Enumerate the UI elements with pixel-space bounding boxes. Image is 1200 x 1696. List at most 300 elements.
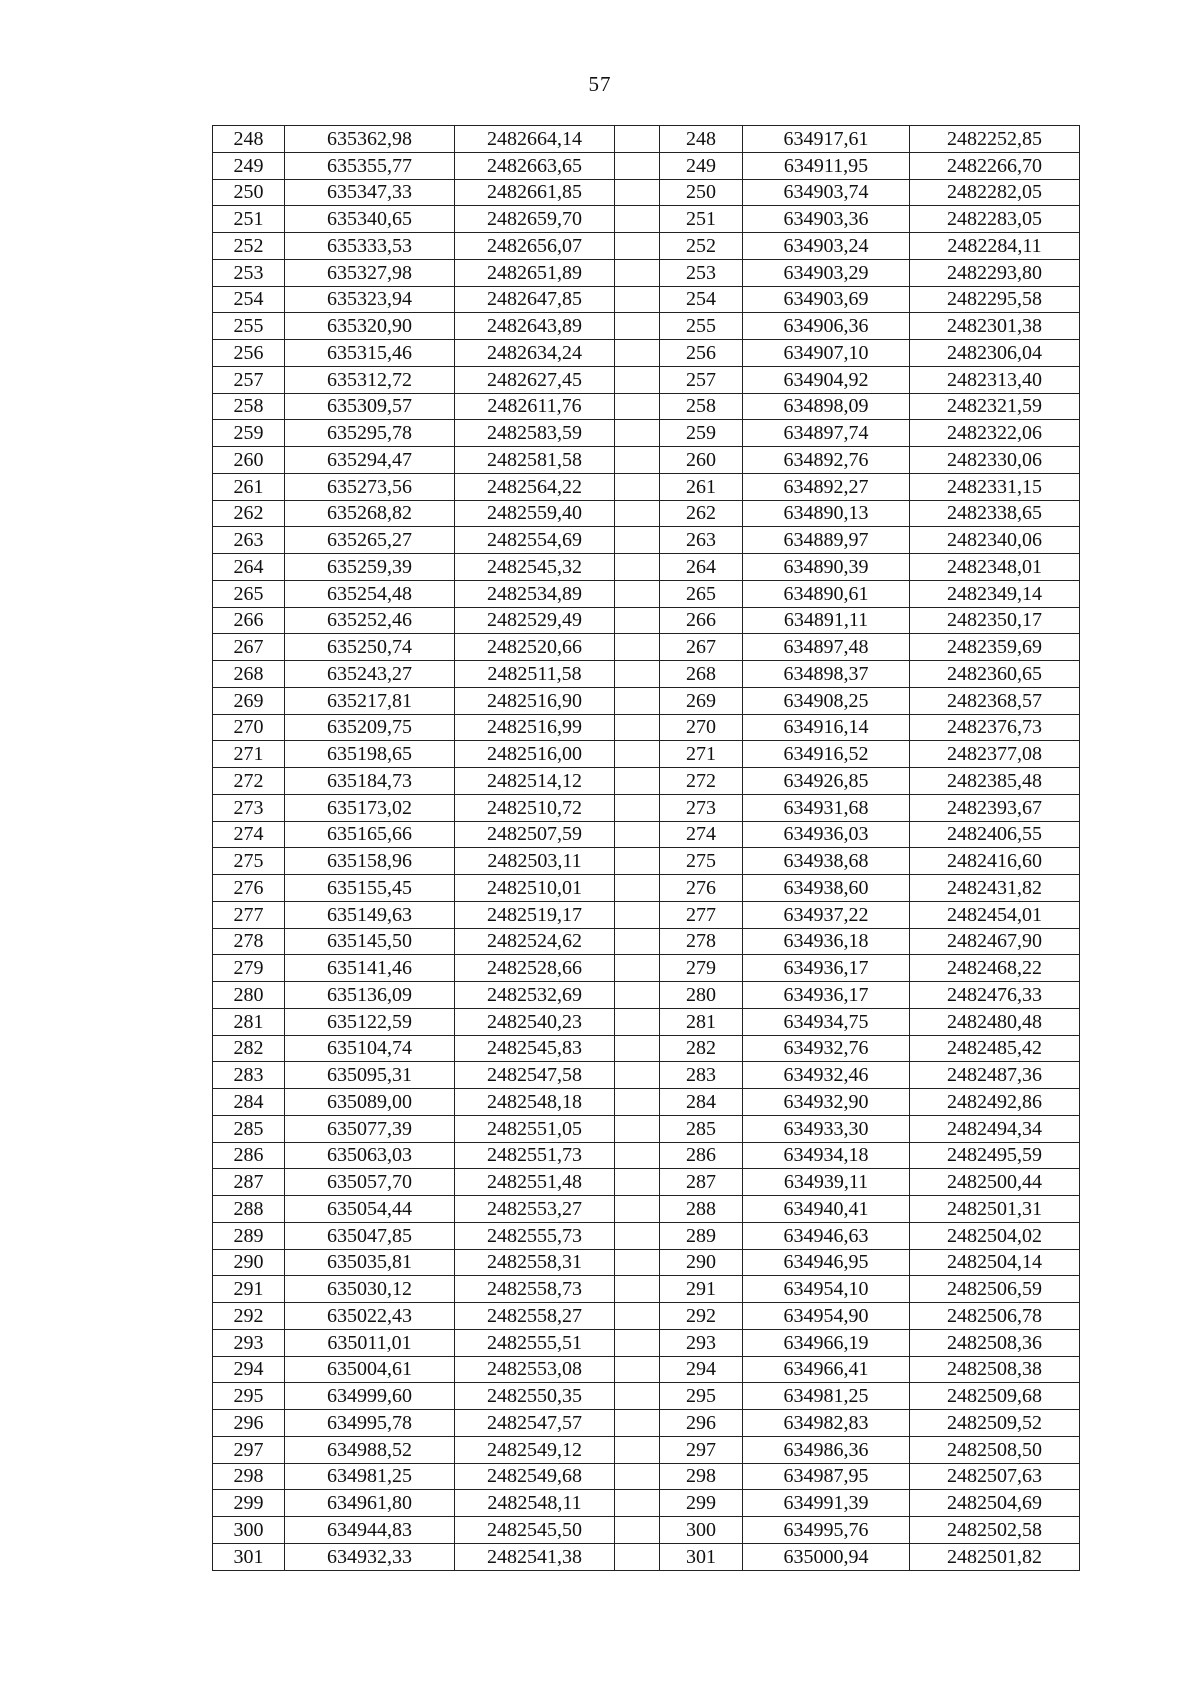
empty-spacer-cell <box>615 1410 660 1437</box>
right-y-coordinate-cell: 2482340,06 <box>910 527 1080 554</box>
left-x-coordinate-cell: 635273,56 <box>285 473 455 500</box>
left-x-coordinate-cell: 635165,66 <box>285 821 455 848</box>
right-y-coordinate-cell: 2482282,05 <box>910 179 1080 206</box>
left-point-number-cell: 261 <box>213 473 285 500</box>
right-x-coordinate-cell: 634937,22 <box>743 901 910 928</box>
table-row <box>213 366 1080 393</box>
right-x-coordinate-cell: 634906,36 <box>743 313 910 340</box>
table-row <box>213 768 1080 795</box>
left-y-coordinate-cell: 2482524,62 <box>455 928 615 955</box>
left-y-coordinate-cell: 2482611,76 <box>455 393 615 420</box>
right-x-coordinate-cell: 634995,76 <box>743 1517 910 1544</box>
table-row <box>213 1303 1080 1330</box>
right-x-coordinate-cell: 634898,09 <box>743 393 910 420</box>
left-y-coordinate-cell: 2482549,68 <box>455 1463 615 1490</box>
left-x-coordinate-cell: 634981,25 <box>285 1463 455 1490</box>
right-y-coordinate-cell: 2482506,78 <box>910 1303 1080 1330</box>
left-x-coordinate-cell: 635089,00 <box>285 1089 455 1116</box>
right-point-number-cell: 294 <box>660 1356 743 1383</box>
right-point-number-cell: 266 <box>660 607 743 634</box>
table-row <box>213 875 1080 902</box>
empty-spacer-cell <box>615 473 660 500</box>
left-x-coordinate-cell: 635104,74 <box>285 1035 455 1062</box>
right-y-coordinate-cell: 2482393,67 <box>910 794 1080 821</box>
left-point-number-cell: 282 <box>213 1035 285 1062</box>
right-y-coordinate-cell: 2482507,63 <box>910 1463 1080 1490</box>
left-x-coordinate-cell: 635340,65 <box>285 206 455 233</box>
right-x-coordinate-cell: 634936,17 <box>743 982 910 1009</box>
right-x-coordinate-cell: 634934,18 <box>743 1142 910 1169</box>
left-y-coordinate-cell: 2482545,50 <box>455 1517 615 1544</box>
left-x-coordinate-cell: 635268,82 <box>285 500 455 527</box>
right-y-coordinate-cell: 2482330,06 <box>910 447 1080 474</box>
left-x-coordinate-cell: 635149,63 <box>285 901 455 928</box>
empty-spacer-cell <box>615 661 660 688</box>
right-x-coordinate-cell: 634903,69 <box>743 286 910 313</box>
right-x-coordinate-cell: 634982,83 <box>743 1410 910 1437</box>
left-point-number-cell: 264 <box>213 554 285 581</box>
left-point-number-cell: 301 <box>213 1543 285 1570</box>
table-row <box>213 794 1080 821</box>
right-point-number-cell: 272 <box>660 768 743 795</box>
right-point-number-cell: 264 <box>660 554 743 581</box>
left-x-coordinate-cell: 635309,57 <box>285 393 455 420</box>
right-y-coordinate-cell: 2482500,44 <box>910 1169 1080 1196</box>
right-x-coordinate-cell: 634897,48 <box>743 634 910 661</box>
right-point-number-cell: 262 <box>660 500 743 527</box>
right-point-number-cell: 257 <box>660 366 743 393</box>
right-point-number-cell: 273 <box>660 794 743 821</box>
right-point-number-cell: 292 <box>660 1303 743 1330</box>
right-x-coordinate-cell: 634938,60 <box>743 875 910 902</box>
right-y-coordinate-cell: 2482476,33 <box>910 982 1080 1009</box>
right-point-number-cell: 278 <box>660 928 743 955</box>
left-y-coordinate-cell: 2482651,89 <box>455 259 615 286</box>
empty-spacer-cell <box>615 1463 660 1490</box>
left-y-coordinate-cell: 2482583,59 <box>455 420 615 447</box>
empty-spacer-cell <box>615 233 660 260</box>
right-x-coordinate-cell: 634933,30 <box>743 1115 910 1142</box>
left-point-number-cell: 277 <box>213 901 285 928</box>
empty-spacer-cell <box>615 313 660 340</box>
table-row <box>213 1249 1080 1276</box>
left-y-coordinate-cell: 2482550,35 <box>455 1383 615 1410</box>
left-point-number-cell: 294 <box>213 1356 285 1383</box>
right-y-coordinate-cell: 2482348,01 <box>910 554 1080 581</box>
empty-spacer-cell <box>615 500 660 527</box>
right-x-coordinate-cell: 634907,10 <box>743 340 910 367</box>
left-x-coordinate-cell: 635095,31 <box>285 1062 455 1089</box>
left-x-coordinate-cell: 635217,81 <box>285 687 455 714</box>
empty-spacer-cell <box>615 1035 660 1062</box>
table-row <box>213 473 1080 500</box>
right-y-coordinate-cell: 2482416,60 <box>910 848 1080 875</box>
right-point-number-cell: 282 <box>660 1035 743 1062</box>
right-x-coordinate-cell: 634932,76 <box>743 1035 910 1062</box>
empty-spacer-cell <box>615 848 660 875</box>
left-y-coordinate-cell: 2482581,58 <box>455 447 615 474</box>
empty-spacer-cell <box>615 1383 660 1410</box>
table-row <box>213 741 1080 768</box>
empty-spacer-cell <box>615 982 660 1009</box>
right-y-coordinate-cell: 2482504,14 <box>910 1249 1080 1276</box>
left-y-coordinate-cell: 2482548,18 <box>455 1089 615 1116</box>
right-x-coordinate-cell: 634954,10 <box>743 1276 910 1303</box>
right-x-coordinate-cell: 634954,90 <box>743 1303 910 1330</box>
left-y-coordinate-cell: 2482516,99 <box>455 714 615 741</box>
right-point-number-cell: 297 <box>660 1436 743 1463</box>
left-y-coordinate-cell: 2482663,65 <box>455 152 615 179</box>
right-point-number-cell: 268 <box>660 661 743 688</box>
empty-spacer-cell <box>615 1517 660 1544</box>
right-point-number-cell: 258 <box>660 393 743 420</box>
empty-spacer-cell <box>615 1008 660 1035</box>
right-x-coordinate-cell: 634986,36 <box>743 1436 910 1463</box>
right-x-coordinate-cell: 634946,95 <box>743 1249 910 1276</box>
left-x-coordinate-cell: 634944,83 <box>285 1517 455 1544</box>
table-row <box>213 206 1080 233</box>
right-x-coordinate-cell: 634932,46 <box>743 1062 910 1089</box>
right-x-coordinate-cell: 634911,95 <box>743 152 910 179</box>
left-x-coordinate-cell: 634932,33 <box>285 1543 455 1570</box>
right-point-number-cell: 290 <box>660 1249 743 1276</box>
left-x-coordinate-cell: 635347,33 <box>285 179 455 206</box>
right-x-coordinate-cell: 634897,74 <box>743 420 910 447</box>
right-y-coordinate-cell: 2482284,11 <box>910 233 1080 260</box>
empty-spacer-cell <box>615 1436 660 1463</box>
right-point-number-cell: 276 <box>660 875 743 902</box>
empty-spacer-cell <box>615 1249 660 1276</box>
empty-spacer-cell <box>615 768 660 795</box>
left-y-coordinate-cell: 2482511,58 <box>455 661 615 688</box>
left-x-coordinate-cell: 634961,80 <box>285 1490 455 1517</box>
left-x-coordinate-cell: 635047,85 <box>285 1222 455 1249</box>
left-y-coordinate-cell: 2482558,73 <box>455 1276 615 1303</box>
right-point-number-cell: 291 <box>660 1276 743 1303</box>
left-point-number-cell: 293 <box>213 1329 285 1356</box>
table-row <box>213 1490 1080 1517</box>
table-row <box>213 982 1080 1009</box>
right-y-coordinate-cell: 2482283,05 <box>910 206 1080 233</box>
right-y-coordinate-cell: 2482502,58 <box>910 1517 1080 1544</box>
table-row <box>213 928 1080 955</box>
left-x-coordinate-cell: 635145,50 <box>285 928 455 955</box>
empty-spacer-cell <box>615 393 660 420</box>
table-row <box>213 848 1080 875</box>
table-row <box>213 340 1080 367</box>
right-y-coordinate-cell: 2482501,82 <box>910 1543 1080 1570</box>
table-row <box>213 714 1080 741</box>
right-x-coordinate-cell: 634904,92 <box>743 366 910 393</box>
table-row <box>213 1169 1080 1196</box>
left-point-number-cell: 259 <box>213 420 285 447</box>
right-y-coordinate-cell: 2482494,34 <box>910 1115 1080 1142</box>
right-point-number-cell: 286 <box>660 1142 743 1169</box>
empty-spacer-cell <box>615 1329 660 1356</box>
empty-spacer-cell <box>615 259 660 286</box>
right-x-coordinate-cell: 634891,11 <box>743 607 910 634</box>
left-point-number-cell: 299 <box>213 1490 285 1517</box>
table-row <box>213 607 1080 634</box>
left-x-coordinate-cell: 635054,44 <box>285 1196 455 1223</box>
table-row <box>213 1410 1080 1437</box>
left-x-coordinate-cell: 635122,59 <box>285 1008 455 1035</box>
left-y-coordinate-cell: 2482634,24 <box>455 340 615 367</box>
right-y-coordinate-cell: 2482508,36 <box>910 1329 1080 1356</box>
left-point-number-cell: 254 <box>213 286 285 313</box>
right-point-number-cell: 254 <box>660 286 743 313</box>
left-point-number-cell: 283 <box>213 1062 285 1089</box>
right-x-coordinate-cell: 634981,25 <box>743 1383 910 1410</box>
right-y-coordinate-cell: 2482252,85 <box>910 126 1080 153</box>
right-y-coordinate-cell: 2482301,38 <box>910 313 1080 340</box>
right-x-coordinate-cell: 634966,19 <box>743 1329 910 1356</box>
left-y-coordinate-cell: 2482558,31 <box>455 1249 615 1276</box>
left-y-coordinate-cell: 2482547,58 <box>455 1062 615 1089</box>
right-x-coordinate-cell: 634903,74 <box>743 179 910 206</box>
right-point-number-cell: 269 <box>660 687 743 714</box>
right-x-coordinate-cell: 634934,75 <box>743 1008 910 1035</box>
left-point-number-cell: 288 <box>213 1196 285 1223</box>
left-y-coordinate-cell: 2482528,66 <box>455 955 615 982</box>
empty-spacer-cell <box>615 741 660 768</box>
right-point-number-cell: 300 <box>660 1517 743 1544</box>
left-point-number-cell: 250 <box>213 179 285 206</box>
right-point-number-cell: 261 <box>660 473 743 500</box>
right-point-number-cell: 270 <box>660 714 743 741</box>
right-y-coordinate-cell: 2482504,69 <box>910 1490 1080 1517</box>
left-x-coordinate-cell: 635004,61 <box>285 1356 455 1383</box>
right-y-coordinate-cell: 2482306,04 <box>910 340 1080 367</box>
table-row <box>213 500 1080 527</box>
table-row <box>213 1008 1080 1035</box>
right-point-number-cell: 263 <box>660 527 743 554</box>
left-y-coordinate-cell: 2482534,89 <box>455 580 615 607</box>
left-x-coordinate-cell: 635362,98 <box>285 126 455 153</box>
right-y-coordinate-cell: 2482360,65 <box>910 661 1080 688</box>
table-row <box>213 152 1080 179</box>
right-y-coordinate-cell: 2482431,82 <box>910 875 1080 902</box>
left-y-coordinate-cell: 2482564,22 <box>455 473 615 500</box>
coordinates-table-body <box>213 126 1080 1571</box>
right-y-coordinate-cell: 2482495,59 <box>910 1142 1080 1169</box>
right-y-coordinate-cell: 2482293,80 <box>910 259 1080 286</box>
left-point-number-cell: 297 <box>213 1436 285 1463</box>
right-point-number-cell: 299 <box>660 1490 743 1517</box>
left-y-coordinate-cell: 2482516,90 <box>455 687 615 714</box>
right-x-coordinate-cell: 634898,37 <box>743 661 910 688</box>
left-y-coordinate-cell: 2482503,11 <box>455 848 615 875</box>
left-point-number-cell: 267 <box>213 634 285 661</box>
right-point-number-cell: 265 <box>660 580 743 607</box>
right-x-coordinate-cell: 634932,90 <box>743 1089 910 1116</box>
left-x-coordinate-cell: 635265,27 <box>285 527 455 554</box>
left-x-coordinate-cell: 635355,77 <box>285 152 455 179</box>
table-row <box>213 286 1080 313</box>
table-row <box>213 1196 1080 1223</box>
table-row <box>213 580 1080 607</box>
right-x-coordinate-cell: 634991,39 <box>743 1490 910 1517</box>
right-y-coordinate-cell: 2482321,59 <box>910 393 1080 420</box>
right-y-coordinate-cell: 2482485,42 <box>910 1035 1080 1062</box>
left-point-number-cell: 285 <box>213 1115 285 1142</box>
left-point-number-cell: 300 <box>213 1517 285 1544</box>
right-y-coordinate-cell: 2482377,08 <box>910 741 1080 768</box>
left-point-number-cell: 292 <box>213 1303 285 1330</box>
right-y-coordinate-cell: 2482454,01 <box>910 901 1080 928</box>
right-x-coordinate-cell: 634936,18 <box>743 928 910 955</box>
empty-spacer-cell <box>615 286 660 313</box>
left-point-number-cell: 262 <box>213 500 285 527</box>
left-y-coordinate-cell: 2482554,69 <box>455 527 615 554</box>
right-point-number-cell: 283 <box>660 1062 743 1089</box>
right-y-coordinate-cell: 2482350,17 <box>910 607 1080 634</box>
left-x-coordinate-cell: 635295,78 <box>285 420 455 447</box>
left-y-coordinate-cell: 2482555,73 <box>455 1222 615 1249</box>
right-point-number-cell: 279 <box>660 955 743 982</box>
left-x-coordinate-cell: 635030,12 <box>285 1276 455 1303</box>
empty-spacer-cell <box>615 554 660 581</box>
right-point-number-cell: 301 <box>660 1543 743 1570</box>
right-point-number-cell: 277 <box>660 901 743 928</box>
table-row <box>213 393 1080 420</box>
right-x-coordinate-cell: 634936,03 <box>743 821 910 848</box>
right-y-coordinate-cell: 2482504,02 <box>910 1222 1080 1249</box>
right-x-coordinate-cell: 634890,61 <box>743 580 910 607</box>
empty-spacer-cell <box>615 687 660 714</box>
right-y-coordinate-cell: 2482313,40 <box>910 366 1080 393</box>
left-point-number-cell: 260 <box>213 447 285 474</box>
table-row <box>213 1436 1080 1463</box>
empty-spacer-cell <box>615 1490 660 1517</box>
empty-spacer-cell <box>615 634 660 661</box>
left-y-coordinate-cell: 2482558,27 <box>455 1303 615 1330</box>
right-y-coordinate-cell: 2482349,14 <box>910 580 1080 607</box>
right-x-coordinate-cell: 634939,11 <box>743 1169 910 1196</box>
table-row <box>213 313 1080 340</box>
left-point-number-cell: 298 <box>213 1463 285 1490</box>
empty-spacer-cell <box>615 875 660 902</box>
empty-spacer-cell <box>615 179 660 206</box>
left-x-coordinate-cell: 635057,70 <box>285 1169 455 1196</box>
right-x-coordinate-cell: 634917,61 <box>743 126 910 153</box>
left-x-coordinate-cell: 635155,45 <box>285 875 455 902</box>
right-x-coordinate-cell: 634940,41 <box>743 1196 910 1223</box>
left-x-coordinate-cell: 635173,02 <box>285 794 455 821</box>
right-x-coordinate-cell: 634926,85 <box>743 768 910 795</box>
left-x-coordinate-cell: 635250,74 <box>285 634 455 661</box>
table-row <box>213 1356 1080 1383</box>
empty-spacer-cell <box>615 1115 660 1142</box>
left-point-number-cell: 276 <box>213 875 285 902</box>
left-point-number-cell: 284 <box>213 1089 285 1116</box>
right-point-number-cell: 295 <box>660 1383 743 1410</box>
right-x-coordinate-cell: 634966,41 <box>743 1356 910 1383</box>
table-row <box>213 1329 1080 1356</box>
left-y-coordinate-cell: 2482664,14 <box>455 126 615 153</box>
right-point-number-cell: 271 <box>660 741 743 768</box>
right-y-coordinate-cell: 2482508,50 <box>910 1436 1080 1463</box>
left-y-coordinate-cell: 2482553,08 <box>455 1356 615 1383</box>
table-row <box>213 1142 1080 1169</box>
left-point-number-cell: 289 <box>213 1222 285 1249</box>
table-row <box>213 1089 1080 1116</box>
empty-spacer-cell <box>615 152 660 179</box>
right-point-number-cell: 293 <box>660 1329 743 1356</box>
empty-spacer-cell <box>615 206 660 233</box>
left-x-coordinate-cell: 634988,52 <box>285 1436 455 1463</box>
left-x-coordinate-cell: 635184,73 <box>285 768 455 795</box>
left-point-number-cell: 272 <box>213 768 285 795</box>
table-row <box>213 661 1080 688</box>
right-x-coordinate-cell: 634916,14 <box>743 714 910 741</box>
left-point-number-cell: 265 <box>213 580 285 607</box>
right-point-number-cell: 289 <box>660 1222 743 1249</box>
right-point-number-cell: 260 <box>660 447 743 474</box>
left-y-coordinate-cell: 2482541,38 <box>455 1543 615 1570</box>
right-point-number-cell: 298 <box>660 1463 743 1490</box>
left-point-number-cell: 248 <box>213 126 285 153</box>
left-x-coordinate-cell: 635136,09 <box>285 982 455 1009</box>
table-row <box>213 634 1080 661</box>
empty-spacer-cell <box>615 1303 660 1330</box>
right-y-coordinate-cell: 2482338,65 <box>910 500 1080 527</box>
right-y-coordinate-cell: 2482506,59 <box>910 1276 1080 1303</box>
left-x-coordinate-cell: 635141,46 <box>285 955 455 982</box>
right-x-coordinate-cell: 634889,97 <box>743 527 910 554</box>
table-row <box>213 179 1080 206</box>
right-y-coordinate-cell: 2482480,48 <box>910 1008 1080 1035</box>
table-row <box>213 554 1080 581</box>
right-point-number-cell: 255 <box>660 313 743 340</box>
right-y-coordinate-cell: 2482376,73 <box>910 714 1080 741</box>
left-point-number-cell: 271 <box>213 741 285 768</box>
empty-spacer-cell <box>615 1142 660 1169</box>
empty-spacer-cell <box>615 420 660 447</box>
left-point-number-cell: 291 <box>213 1276 285 1303</box>
empty-spacer-cell <box>615 821 660 848</box>
left-point-number-cell: 296 <box>213 1410 285 1437</box>
right-point-number-cell: 287 <box>660 1169 743 1196</box>
left-point-number-cell: 257 <box>213 366 285 393</box>
left-point-number-cell: 273 <box>213 794 285 821</box>
left-y-coordinate-cell: 2482551,48 <box>455 1169 615 1196</box>
right-point-number-cell: 259 <box>660 420 743 447</box>
left-x-coordinate-cell: 635035,81 <box>285 1249 455 1276</box>
left-x-coordinate-cell: 634995,78 <box>285 1410 455 1437</box>
empty-spacer-cell <box>615 1276 660 1303</box>
empty-spacer-cell <box>615 607 660 634</box>
right-x-coordinate-cell: 634931,68 <box>743 794 910 821</box>
right-point-number-cell: 288 <box>660 1196 743 1223</box>
right-x-coordinate-cell: 634903,36 <box>743 206 910 233</box>
left-point-number-cell: 287 <box>213 1169 285 1196</box>
table-row <box>213 1276 1080 1303</box>
empty-spacer-cell <box>615 1089 660 1116</box>
table-row <box>213 1062 1080 1089</box>
empty-spacer-cell <box>615 901 660 928</box>
left-x-coordinate-cell: 635077,39 <box>285 1115 455 1142</box>
left-x-coordinate-cell: 635315,46 <box>285 340 455 367</box>
left-x-coordinate-cell: 635158,96 <box>285 848 455 875</box>
left-x-coordinate-cell: 635022,43 <box>285 1303 455 1330</box>
left-y-coordinate-cell: 2482555,51 <box>455 1329 615 1356</box>
table-row <box>213 1383 1080 1410</box>
left-point-number-cell: 275 <box>213 848 285 875</box>
left-point-number-cell: 270 <box>213 714 285 741</box>
left-x-coordinate-cell: 635259,39 <box>285 554 455 581</box>
left-x-coordinate-cell: 635323,94 <box>285 286 455 313</box>
